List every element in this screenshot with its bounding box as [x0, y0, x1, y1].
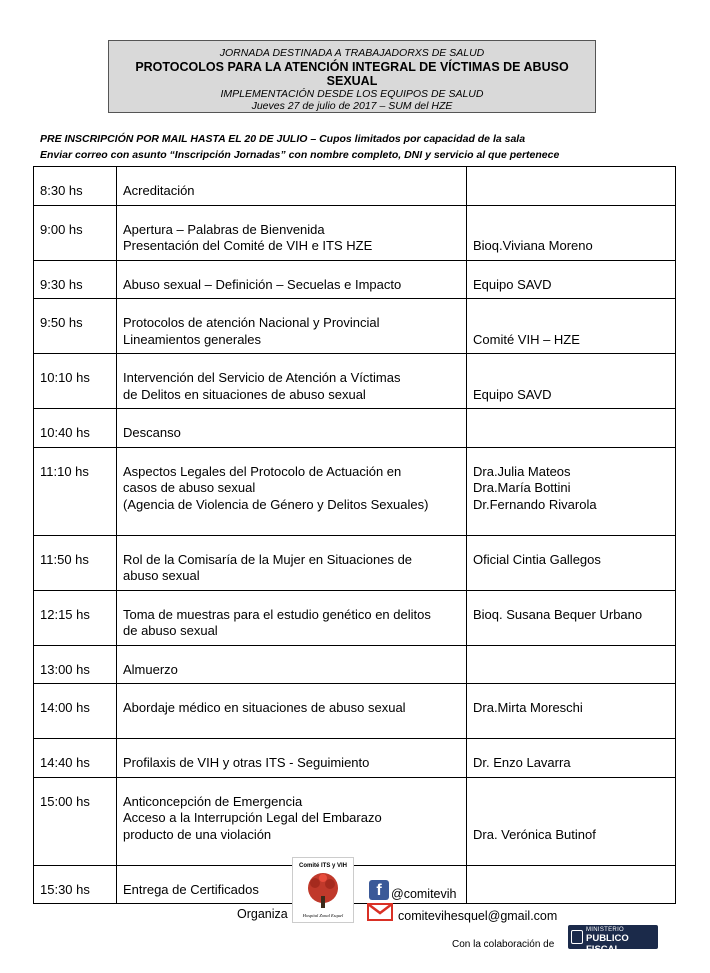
schedule-speakers: [467, 645, 676, 684]
schedule-activity: [117, 299, 467, 354]
speaker-line: Dra.Julia Mateos: [473, 463, 571, 479]
schedule-speakers: [467, 865, 676, 904]
speaker-line: [473, 794, 669, 811]
header-title: PROTOCOLOS PARA LA ATENCIÓN INTEGRAL DE VÍCTIMAS DE ABUSO SEXUAL: [135, 59, 569, 88]
activity-line: Descanso: [123, 425, 181, 440]
facebook-handle[interactable]: @comitevih: [391, 887, 457, 901]
schedule-speakers: [467, 739, 676, 778]
schedule-activity: [117, 645, 467, 684]
activity-line: Protocolos de atención Nacional y Provincial: [123, 315, 380, 330]
schedule-speakers: [467, 447, 676, 535]
schedule-speakers: [467, 684, 676, 739]
schedule-time: 11:50 hs: [34, 535, 117, 590]
mpf-top-text: MINISTERIO: [586, 927, 625, 933]
schedule-row: [34, 739, 676, 778]
schedule-activity: [117, 777, 467, 865]
schedule-time: 15:00 hs: [34, 777, 117, 865]
speaker-line: Dr.Fernando Rivarola: [473, 496, 597, 512]
activity-line: Toma de muestras para el estudio genético en delitos: [123, 606, 431, 622]
activity-line: Abuso sexual – Definición – Secuelas e Impacto: [123, 276, 402, 292]
comite-logo: [292, 857, 354, 923]
speaker-line: Bioq.Viviana Moreno: [473, 238, 593, 253]
schedule-activity: [117, 739, 467, 778]
activity-line: Acreditación: [123, 183, 195, 198]
schedule-activity: [117, 590, 467, 645]
speaker-line: Comité VIH – HZE: [473, 331, 580, 347]
schedule-speakers: [467, 167, 676, 206]
contact-email[interactable]: comitevihesquel@gmail.com: [398, 909, 558, 923]
header-audience: JORNADA DESTINADA A TRABAJADORXS DE SALUD: [219, 47, 485, 59]
activity-line: Profilaxis de VIH y otras ITS - Seguimiento: [123, 755, 370, 770]
logo-bottom-text: Hospital Zonal Esquel: [302, 913, 344, 918]
header-date: Jueves 27 de julio de 2017 – SUM del HZE: [251, 100, 453, 112]
schedule-speakers: [467, 205, 676, 260]
schedule-time: 11:10 hs: [34, 447, 117, 535]
ministerio-publico-fiscal-logo: [568, 925, 658, 955]
schedule-row: [34, 777, 676, 865]
activity-line: Entrega de Certificados: [123, 881, 259, 897]
schedule-speakers: [467, 299, 676, 354]
speaker-line: Bioq. Susana Bequer Urbano: [473, 606, 643, 622]
schedule-row: [34, 447, 676, 535]
schedule-speakers: [467, 590, 676, 645]
activity-line: [123, 717, 460, 734]
schedule-speakers: [467, 260, 676, 299]
schedule-time: 10:10 hs: [34, 354, 117, 409]
activity-line: Abordaje médico en situaciones de abuso sexual: [123, 700, 406, 715]
schedule-time: 12:15 hs: [34, 590, 117, 645]
activity-line: de Delitos en situaciones de abuso sexual: [123, 386, 366, 402]
activity-line: Presentación del Comité de VIH e ITS HZE: [123, 238, 373, 253]
schedule-activity: [117, 447, 467, 535]
header-subtitle: IMPLEMENTACIÓN DESDE LOS EQUIPOS DE SALUD: [220, 87, 484, 100]
activity-line: Acceso a la Interrupción Legal del Embarazo: [123, 810, 382, 825]
schedule-activity: [117, 354, 467, 409]
notice-line-2: Enviar correo con asunto “Inscripción Jornadas” con nombre completo, DNI y servicio al que pertenece: [40, 149, 560, 161]
activity-line: Apertura – Palabras de Bienvenida: [123, 221, 325, 237]
speaker-line: [473, 222, 669, 239]
schedule-row: [34, 645, 676, 684]
mpf-main-text: PUBLICO FISCAL: [586, 933, 629, 955]
schedule-row: [34, 205, 676, 260]
speaker-line: Dra.Mirta Moreschi: [473, 700, 583, 715]
schedule-time: 15:30 hs: [34, 865, 117, 904]
schedule-activity: [117, 167, 467, 206]
activity-line: [123, 513, 460, 530]
speaker-line: Oficial Cintia Gallegos: [473, 551, 601, 567]
schedule-speakers: [467, 535, 676, 590]
logo-top-text: Comité ITS y VIH: [298, 863, 348, 869]
schedule-activity: [117, 260, 467, 299]
schedule-row: [34, 354, 676, 409]
activity-line: casos de abuso sexual: [123, 480, 256, 495]
mail-icon: [367, 903, 393, 921]
schedule-time: 8:30 hs: [34, 167, 117, 206]
speaker-line: Dra.María Bottini: [473, 480, 571, 495]
schedule-speakers: [467, 409, 676, 448]
speaker-line: Dr. Enzo Lavarra: [473, 755, 571, 770]
schedule-row: [34, 167, 676, 206]
activity-line: (Agencia de Violencia de Género y Delitos Sexuales): [123, 496, 429, 512]
speaker-line: Equipo SAVD: [473, 386, 552, 402]
schedule-activity: [117, 535, 467, 590]
schedule-time: 9:30 hs: [34, 260, 117, 299]
activity-line: Aspectos Legales del Protocolo de Actuación en: [123, 463, 402, 479]
speaker-line: [473, 370, 669, 387]
schedule-row: [34, 535, 676, 590]
schedule-row: [34, 260, 676, 299]
speaker-line: [473, 810, 669, 827]
speaker-line: [473, 315, 669, 332]
speaker-line: Dra. Verónica Butinof: [473, 826, 596, 842]
mpf-emblem-icon: [571, 930, 583, 944]
facebook-icon: f: [369, 880, 389, 900]
activity-line: Intervención del Servicio de Atención a Víctimas: [123, 370, 401, 385]
activity-line: Lineamientos generales: [123, 331, 262, 347]
event-header: [108, 40, 596, 113]
collaboration-label: Con la colaboración de: [452, 939, 555, 950]
schedule-row: [34, 865, 676, 904]
schedule-activity: [117, 409, 467, 448]
schedule-row: [34, 590, 676, 645]
activity-line: de abuso sexual: [123, 623, 218, 638]
schedule-time: 9:00 hs: [34, 205, 117, 260]
activity-line: Anticoncepción de Emergencia: [123, 793, 303, 809]
schedule-speakers: [467, 354, 676, 409]
schedule-activity: [117, 684, 467, 739]
activity-line: Rol de la Comisaría de la Mujer en Situaciones de: [123, 551, 413, 567]
organiza-label: Organiza: [237, 907, 288, 921]
schedule-time: 14:00 hs: [34, 684, 117, 739]
schedule-row: [34, 409, 676, 448]
activity-line: producto de una violación: [123, 826, 272, 842]
schedule-time: 9:50 hs: [34, 299, 117, 354]
schedule-speakers: [467, 777, 676, 865]
schedule-row: [34, 684, 676, 739]
tree-logo-icon: [293, 858, 353, 922]
activity-line: Almuerzo: [123, 661, 178, 677]
registration-notice: [40, 131, 559, 163]
schedule-activity: [117, 205, 467, 260]
notice-line-1: PRE INSCRIPCIÓN POR MAIL HASTA EL 20 DE JULIO – Cupos limitados por capacidad de la sala: [40, 133, 526, 145]
schedule-table: [33, 166, 676, 904]
schedule-time: 13:00 hs: [34, 645, 117, 684]
activity-line: abuso sexual: [123, 568, 200, 583]
speaker-line: Equipo SAVD: [473, 276, 552, 292]
schedule-time: 14:40 hs: [34, 739, 117, 778]
schedule-time: 10:40 hs: [34, 409, 117, 448]
schedule-row: [34, 299, 676, 354]
